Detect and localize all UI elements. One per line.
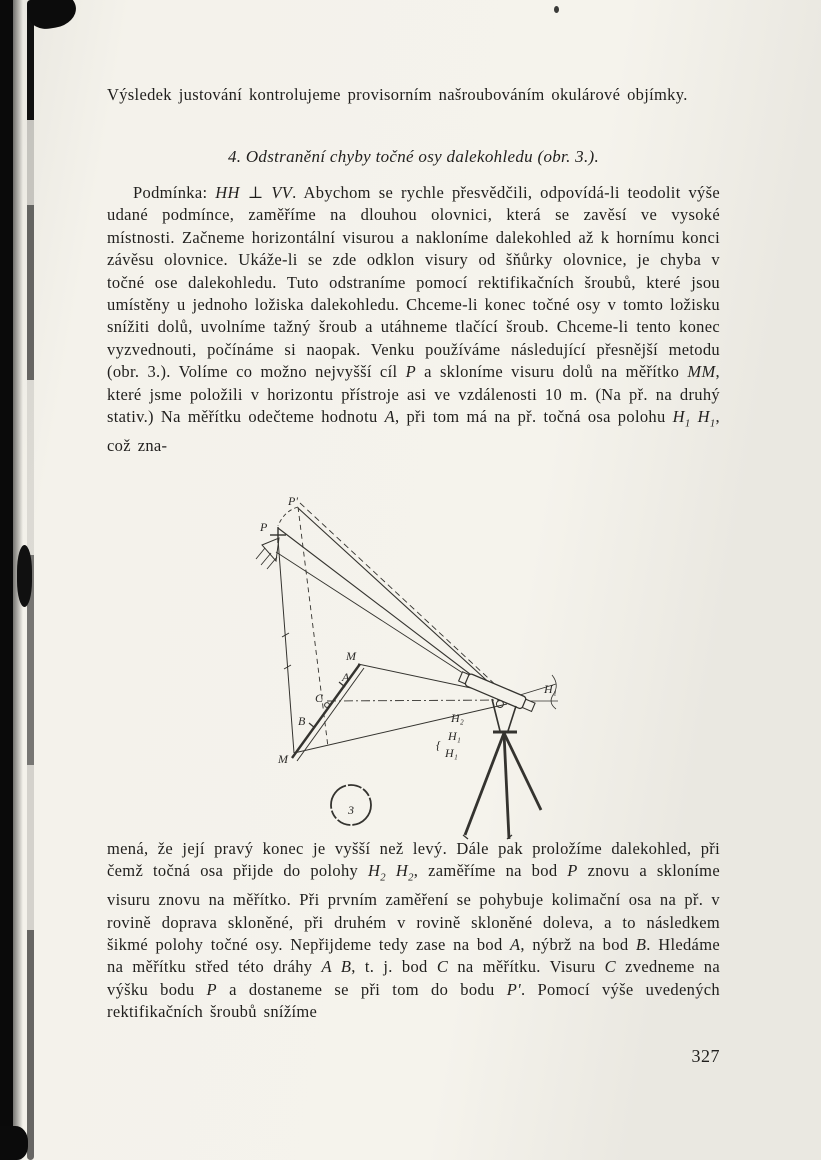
text-segment: C bbox=[436, 957, 449, 977]
label-p-prime: P' bbox=[288, 495, 298, 508]
text-segment: 2 bbox=[408, 871, 414, 884]
page-number: 327 bbox=[691, 1046, 720, 1066]
text-segment: VV bbox=[271, 183, 293, 202]
label-m-bottom: M bbox=[278, 752, 288, 766]
text-segment: 2 bbox=[380, 871, 386, 884]
text-segment: . Abychom se rychle přesvědčili, odpovídá-li teodolit výše udané podmínce, zaměříme na dlouhou olovnici, která se zavěsí ve vysoké místnosti. Začneme horizontální visurou a nakloníme dalekohled až k hornímu konci závěsu olovnice. Ukáže-li se zde odklon visury od šňůrky olovnice, je chyba v točné ose dalekohledu. Tuto odstraníme pomocí rektifikačních šroubů, které jsou umístěny u jednoho ložiska dalekohledu. Chceme-li konec točné osy v tomto ložisku snížiti dolů, uvolníme tažný šroub a utáhneme tlačící šroub. Chceme-li tento konec vyzvednouti, počínáme si naopak. Venku používáme následující přesnější metodu (obr. 3.). Volíme co možno nejvyšší cíl bbox=[107, 183, 720, 382]
label-b: B bbox=[298, 714, 306, 728]
figure-number: 3 bbox=[348, 803, 354, 817]
text-segment: ⊥ bbox=[239, 183, 272, 202]
tripod bbox=[463, 733, 541, 839]
text-segment: na měřítku. Visuru bbox=[448, 957, 605, 977]
text-segment: . Pomocí výše uvedených rektifikačních šroubů snížíme bbox=[107, 979, 720, 1022]
text-segment: mená, že její pravý konec je vyšší než levý. Dále pak proložíme dalekohled, při čemž točná osa přijde do polohy bbox=[107, 839, 720, 881]
paragraph-body-1 bbox=[107, 182, 720, 457]
text-segment: a skloníme visuru dolů na měřítko bbox=[415, 362, 688, 382]
text-segment: znovu a skloníme visuru znovu na měřítko. Při prvním zaměření se pohybuje kolimační osa na př. v rovině doprava skloněné, při druhém v rovině skloněné doleva, a to následkem šikmé polohy točné osy. Nepřijdeme tedy zase na bod bbox=[107, 861, 720, 954]
label-h2: H₂ bbox=[451, 711, 464, 725]
figure-number-badge bbox=[331, 785, 371, 825]
label-h1: H₁ bbox=[448, 729, 461, 743]
text-segment: , což zna- bbox=[107, 407, 720, 455]
text-segment: . Hledáme na měřítku střed této dráhy bbox=[107, 934, 720, 977]
text-segment: MM bbox=[687, 362, 716, 382]
text-segment: H bbox=[395, 861, 409, 881]
text-segment: H bbox=[672, 407, 685, 427]
text-segment: , t. j. bod bbox=[351, 957, 437, 977]
text-segment: P bbox=[405, 362, 416, 382]
figure-3-drawing bbox=[232, 495, 582, 840]
text-segment: a dostaneme se při tom do bodu bbox=[216, 979, 507, 999]
text-segment bbox=[386, 861, 396, 880]
label-h-right: H₁ bbox=[544, 682, 557, 696]
section-heading: 4. Odstranění chyby točné osy dalekohledu (obr. 3.). bbox=[227, 147, 600, 166]
label-p: P bbox=[260, 520, 268, 534]
apex-support bbox=[256, 507, 328, 753]
paragraph-intro bbox=[107, 84, 720, 106]
sight-lines bbox=[276, 503, 558, 753]
measuring-scale bbox=[292, 664, 364, 761]
label-a: A bbox=[342, 670, 350, 684]
text-segment: C bbox=[604, 957, 616, 977]
text-segment: H bbox=[368, 861, 381, 881]
text-segment: , nýbrž na bod bbox=[520, 934, 636, 954]
brace-glyph: { bbox=[436, 738, 441, 752]
telescope bbox=[455, 670, 536, 732]
text-segment: A bbox=[510, 934, 521, 954]
label-h1b: H₁ bbox=[445, 746, 458, 760]
text-segment: , při tom má na př. točná osa polohu bbox=[395, 407, 673, 427]
text-segment: , zaměříme na bod bbox=[413, 861, 568, 881]
scan-edge-strip bbox=[0, 0, 13, 1160]
text-segment: zvedneme na výšku bodu bbox=[107, 957, 720, 999]
label-c: C bbox=[315, 691, 324, 705]
scan-speck bbox=[554, 6, 559, 13]
text-segment: A bbox=[384, 407, 395, 427]
text-segment: H bbox=[697, 407, 710, 427]
text-segment: 1 bbox=[684, 417, 691, 430]
scan-artifact-bottom bbox=[0, 1126, 28, 1160]
text-segment: B bbox=[635, 934, 647, 954]
figure-3-diagram bbox=[232, 495, 582, 840]
text-segment: , které jsme položili v horizontu přístroje asi ve vzdálenosti 10 m. (Na př. na druhý stativ.) Na měřítku odečteme hodnotu bbox=[107, 362, 720, 427]
text-segment: 1 bbox=[709, 417, 716, 430]
paragraph-body-2 bbox=[107, 838, 720, 1024]
text-segment bbox=[691, 407, 698, 426]
label-m-top: M bbox=[346, 649, 356, 663]
text-segment: P' bbox=[506, 979, 521, 999]
scan-artifact-mid bbox=[17, 545, 32, 607]
text-segment: HH bbox=[215, 183, 240, 202]
text-segment: A B bbox=[321, 957, 352, 977]
text-segment: P bbox=[206, 979, 217, 999]
text-segment: Podmínka: bbox=[133, 183, 216, 202]
text-segment: Výsledek justování kontrolujeme provisorním našroubováním okulárové objímky. bbox=[107, 85, 688, 104]
text-segment: P bbox=[567, 861, 578, 881]
